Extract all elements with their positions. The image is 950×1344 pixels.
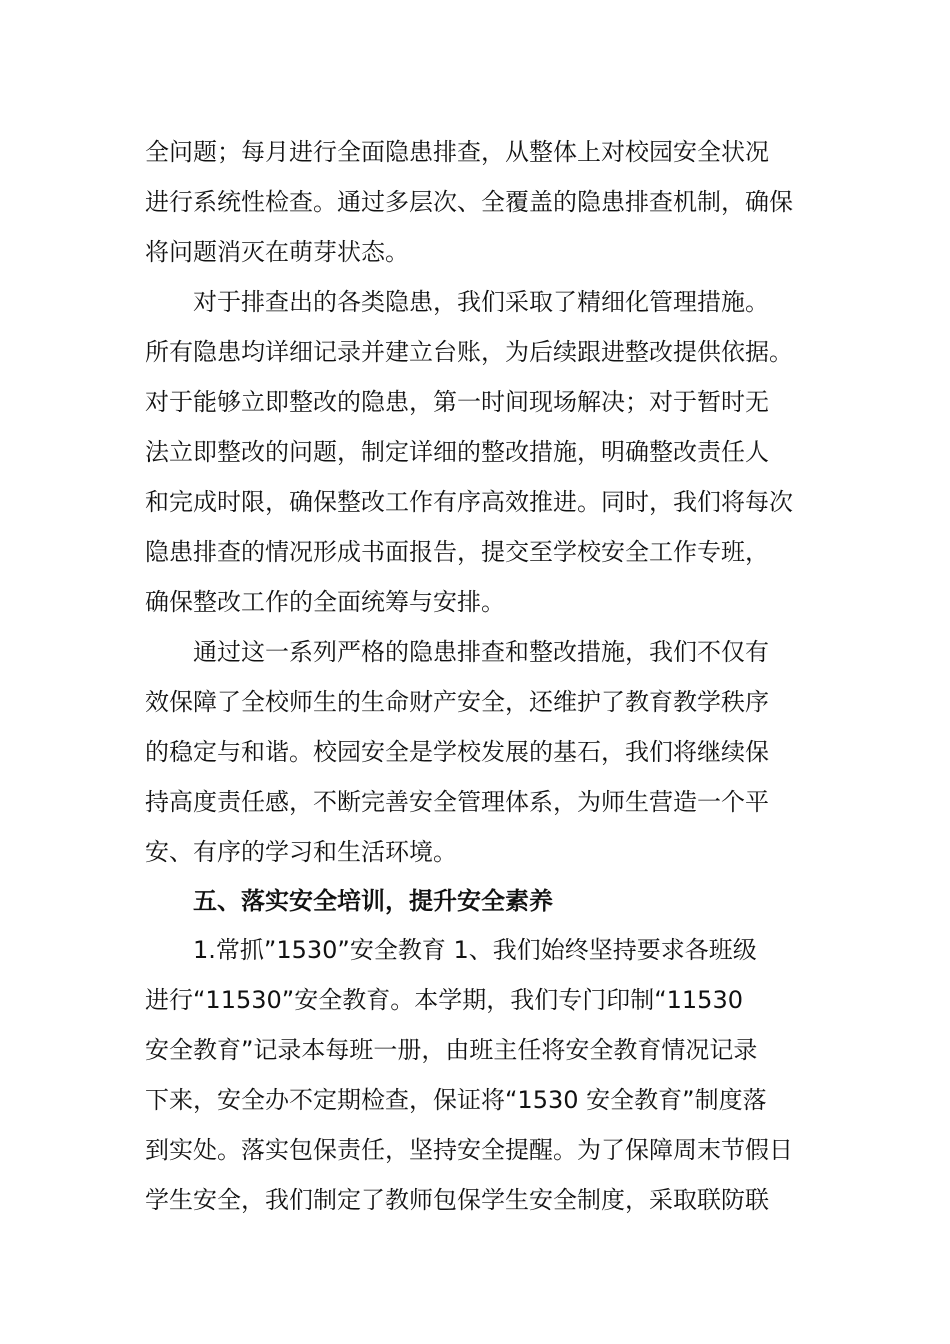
text-line: 安全教育”记录本每班一册，由班主任将安全教育情况记录 bbox=[145, 1036, 758, 1064]
paragraph-first-line: 1.常抓”1530”安全教育 1、我们始终坚持要求各班级 bbox=[193, 936, 757, 964]
text-line: 持高度责任感，不断完善安全管理体系，为师生营造一个平 bbox=[145, 788, 769, 816]
text-line: 所有隐患均详细记录并建立台账，为后续跟进整改提供依据。 bbox=[145, 338, 793, 366]
text-line: 的稳定与和谐。校园安全是学校发展的基石，我们将继续保 bbox=[145, 738, 769, 766]
paragraph-first-line: 通过这一系列严格的隐患排查和整改措施，我们不仅有 bbox=[193, 638, 769, 666]
text-line: 法立即整改的问题，制定详细的整改措施，明确整改责任人 bbox=[145, 438, 769, 466]
text-line: 安、有序的学习和生活环境。 bbox=[145, 838, 457, 866]
text-line: 对于能够立即整改的隐患，第一时间现场解决；对于暂时无 bbox=[145, 388, 769, 416]
text-line: 确保整改工作的全面统筹与安排。 bbox=[145, 588, 505, 616]
text-line: 到实处。落实包保责任，坚持安全提醒。为了保障周末节假日 bbox=[145, 1136, 793, 1164]
paragraph-first-line: 对于排查出的各类隐患，我们采取了精细化管理措施。 bbox=[193, 288, 769, 316]
text-line: 和完成时限，确保整改工作有序高效推进。同时，我们将每次 bbox=[145, 488, 793, 516]
text-line: 全问题；每月进行全面隐患排查，从整体上对校园安全状况 bbox=[145, 138, 769, 166]
text-line: 下来，安全办不定期检查，保证将“1530 安全教育”制度落 bbox=[145, 1086, 767, 1114]
text-line: 效保障了全校师生的生命财产安全，还维护了教育教学秩序 bbox=[145, 688, 769, 716]
section-heading: 五、落实安全培训，提升安全素养 bbox=[193, 887, 553, 915]
text-line: 学生安全，我们制定了教师包保学生安全制度，采取联防联 bbox=[145, 1186, 769, 1214]
text-line: 进行“11530”安全教育。本学期，我们专门印制“11530 bbox=[145, 986, 743, 1014]
text-line: 隐患排查的情况形成书面报告，提交至学校安全工作专班， bbox=[145, 538, 769, 566]
text-line: 进行系统性检查。通过多层次、全覆盖的隐患排查机制，确保 bbox=[145, 188, 793, 216]
text-line: 将问题消灭在萌芽状态。 bbox=[145, 238, 409, 266]
